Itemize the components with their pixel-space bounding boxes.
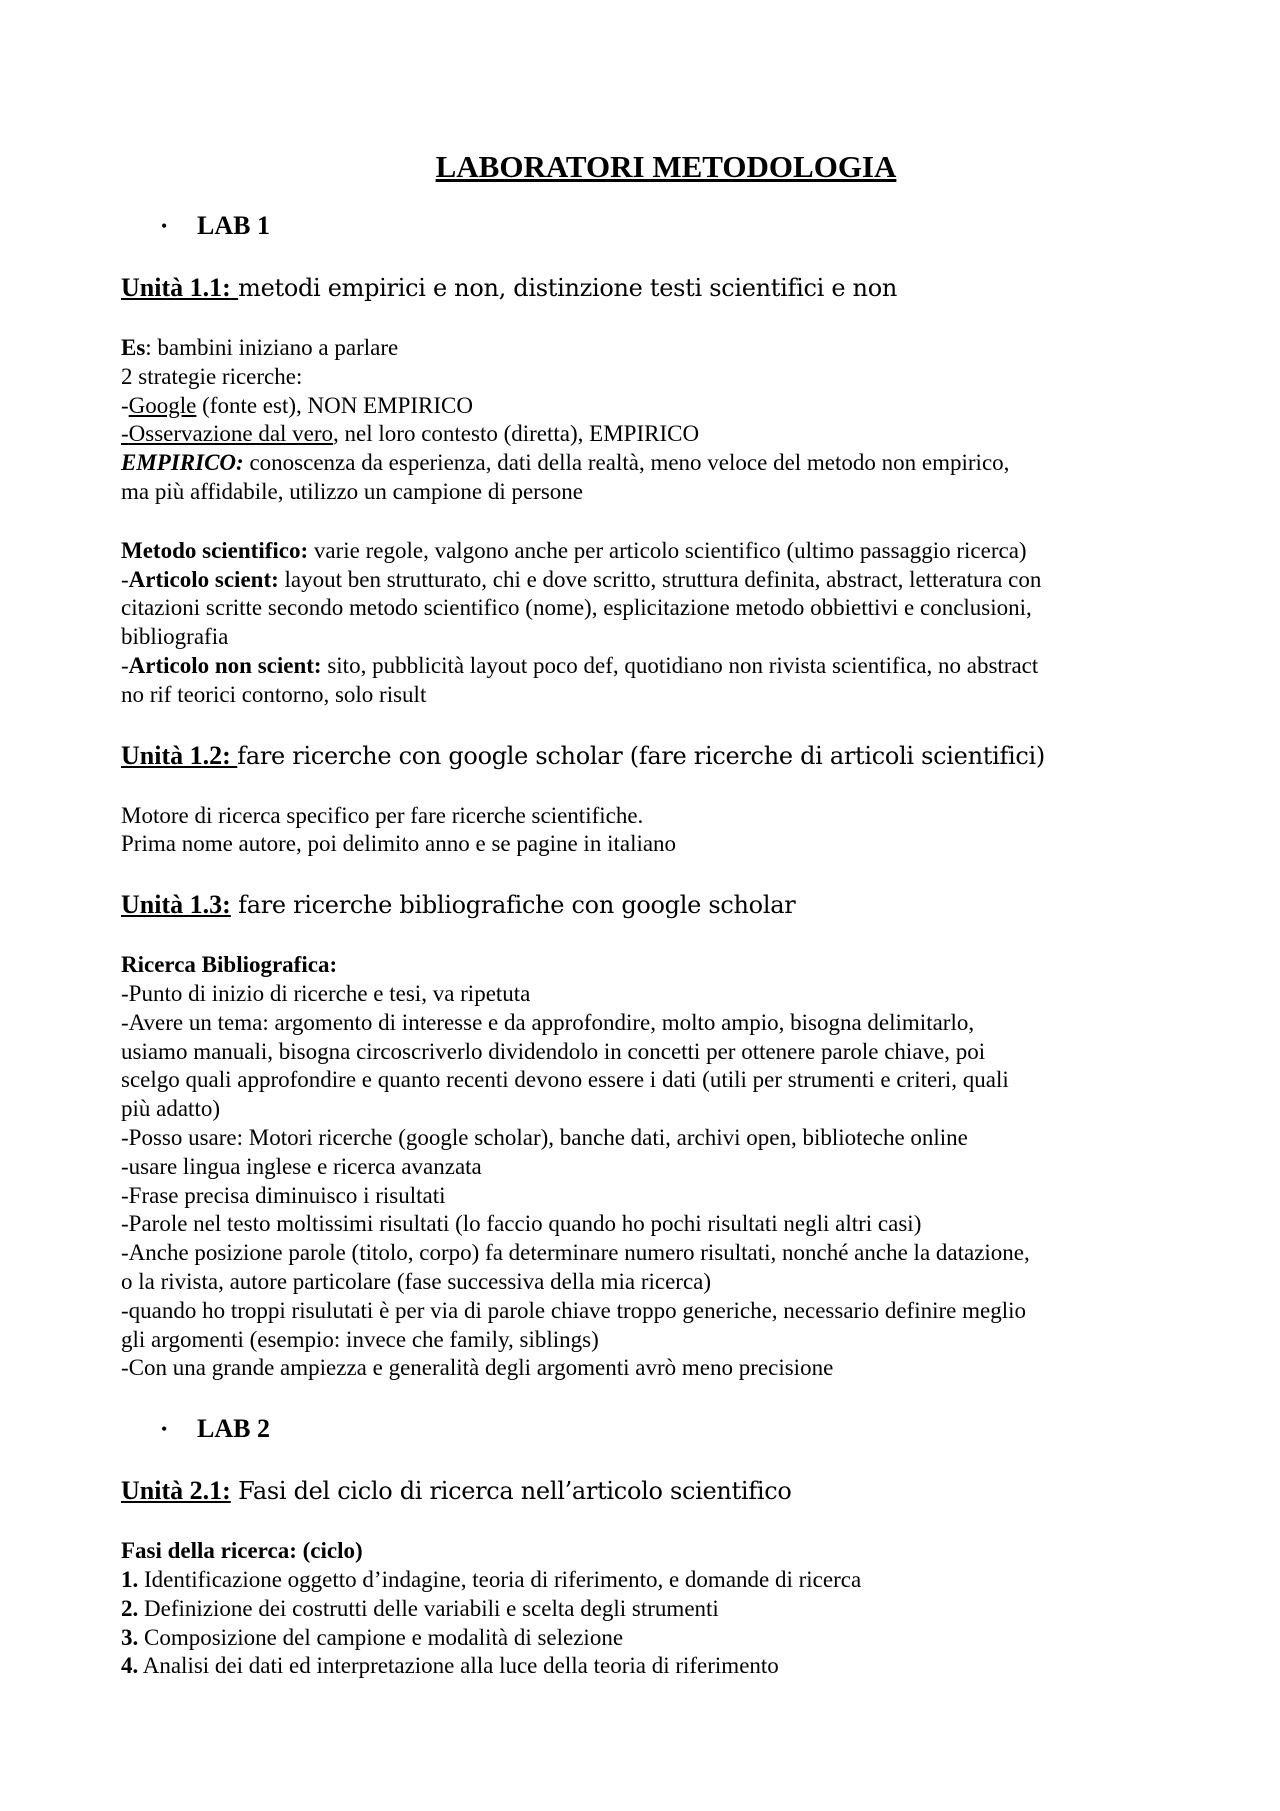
- unit-text: fare ricerche con google scholar (fare ricerche di articoli scientifici): [237, 741, 1045, 770]
- es-label: Es: [121, 335, 146, 360]
- empirico-label: EMPIRICO:: [121, 450, 244, 476]
- text-line: -Con una grande ampiezza e generalità degli argomenti avrò meno precisione: [121, 1355, 834, 1381]
- text-line: [121, 537, 1171, 566]
- text-line: ma più affidabile, utilizzo un campione di persone: [121, 478, 583, 504]
- unit-text: Fasi del ciclo di ricerca nell’articolo scientifico: [230, 1477, 792, 1506]
- text-line: [121, 334, 1171, 363]
- text-line: [121, 652, 1171, 681]
- unit-1-3-block: [121, 951, 1171, 1383]
- step-text: Composizione del campione e modalità di selezione: [138, 1624, 624, 1650]
- articolo-non-label: Articolo non scient:: [128, 652, 322, 678]
- list-item: [121, 1566, 1171, 1595]
- metodo-text: varie regole, valgono anche per articolo scientifico (ultimo passaggio ricerca): [308, 537, 1027, 563]
- text-line: -usare lingua inglese e ricerca avanzata: [121, 1153, 482, 1179]
- text-line: gli argomenti (esempio: invece che family, siblings): [121, 1326, 599, 1352]
- section-heading: [121, 1537, 1171, 1566]
- step-number: 1.: [121, 1566, 139, 1592]
- text-line: scelgo quali approfondire e quanto recenti devono essere i dati (utili per strumenti e criteri, quali: [121, 1067, 1009, 1093]
- google-text: Google: [128, 392, 197, 418]
- step-text: Definizione dei costrutti delle variabili e scelta degli strumenti: [138, 1595, 719, 1621]
- text-line: -Avere un tema: argomento di interesse e da approfondire, molto ampio, bisogna delimitarlo,: [121, 1009, 975, 1035]
- dash: -: [121, 392, 129, 418]
- step-number: 4.: [121, 1653, 139, 1679]
- text-line: più adatto): [121, 1096, 220, 1122]
- dash: -: [121, 421, 129, 447]
- bullet-icon: •: [161, 1419, 168, 1440]
- text-line: 2 strategie ricerche:: [121, 363, 303, 389]
- unit-2-1-heading: [121, 1475, 1171, 1507]
- unit-label: Unità 1.1:: [121, 273, 231, 302]
- unit-text: fare ricerche bibliografiche con google scholar: [230, 891, 796, 920]
- step-text: Identificazione oggetto d’indagine, teoria di riferimento, e domande di ricerca: [138, 1566, 862, 1592]
- unit-1-1-block-2: [121, 537, 1171, 710]
- text-line: Motore di ricerca specifico per fare ricerche scientifiche.: [121, 802, 644, 828]
- text-line: -Anche posizione parole (titolo, corpo) fa determinare numero risultati, nonché anche la datazione,: [121, 1240, 1030, 1266]
- text-line: [121, 392, 1171, 421]
- document-page: [121, 148, 1171, 1711]
- unit-1-1-heading: [121, 272, 1171, 304]
- step-number: 2.: [121, 1595, 139, 1621]
- text-line: [121, 449, 1171, 478]
- text-line: [121, 420, 1171, 449]
- section-heading: [121, 951, 1171, 980]
- osservazione-text: Osservazione dal vero: [128, 421, 334, 447]
- unit-2-1-block: [121, 1537, 1171, 1681]
- unit-label: Unità 1.2:: [121, 740, 238, 770]
- text-line: bibliografia: [121, 624, 229, 650]
- step-text: Analisi dei dati ed interpretazione alla luce della teoria di riferimento: [138, 1653, 779, 1679]
- empirico-text: conoscenza da esperienza, dati della realtà, meno veloce del metodo non empirico,: [243, 450, 1010, 476]
- lab2-label: LAB 2: [197, 1414, 270, 1444]
- unit-label: Unità 2.1:: [121, 1476, 231, 1506]
- bullet-icon: •: [161, 216, 168, 236]
- unit-label: Unità 1.3:: [121, 890, 231, 920]
- list-item: [121, 1652, 1171, 1681]
- text-line: -Parole nel testo moltissimi risultati (lo faccio quando ho pochi risultati negli altri casi): [121, 1211, 922, 1237]
- es-text: : bambini iniziano a parlare: [145, 335, 399, 360]
- page-title: LABORATORI METODOLOGIA: [435, 149, 897, 184]
- text-line: -Punto di inizio di ricerche e tesi, va ripetuta: [121, 980, 531, 1006]
- articolo-label: Articolo scient:: [128, 566, 279, 592]
- lab2-heading: [121, 1413, 1171, 1445]
- step-number: 3.: [121, 1624, 139, 1650]
- text-line: -quando ho troppi risulutati è per via di parole chiave troppo generiche, necessario definire meglio: [121, 1297, 1026, 1323]
- text-line: Prima nome autore, poi delimito anno e se pagine in italiano: [121, 831, 677, 857]
- unit-text: metodi empirici e non, distinzione testi scientifici e non: [238, 274, 898, 302]
- text-line: -Posso usare: Motori ricerche (google scholar), banche dati, archivi open, biblioteche online: [121, 1124, 968, 1150]
- text-line: [121, 566, 1171, 595]
- unit-1-2-heading: [121, 740, 1171, 772]
- articolo-non-text: sito, pubblicità layout poco def, quotidiano non rivista scientifica, no abstract: [321, 652, 1039, 678]
- unit-1-3-heading: [121, 889, 1171, 921]
- articolo-text: layout ben strutturato, chi e dove scritto, struttura definita, abstract, letteratura con: [278, 566, 1042, 592]
- fasi-ricerca-label: Fasi della ricerca: (ciclo): [121, 1538, 363, 1564]
- dash: -: [121, 652, 129, 678]
- text-line: no rif teorici contorno, solo risult: [121, 681, 427, 707]
- osservazione-rest: , nel loro contesto (diretta), EMPIRICO: [333, 421, 700, 447]
- google-rest: (fonte est), NON EMPIRICO: [196, 392, 473, 418]
- list-item: [121, 1624, 1171, 1653]
- text-line: -Frase precisa diminuisco i risultati: [121, 1182, 446, 1208]
- lab1-heading: [121, 210, 1171, 242]
- unit-1-1-block-1: [121, 334, 1171, 507]
- lab1-label: LAB 1: [197, 211, 270, 240]
- list-item: [121, 1595, 1171, 1624]
- ricerca-bibliografica-label: Ricerca Bibliografica:: [121, 952, 338, 978]
- unit-1-2-block: [121, 802, 1171, 860]
- text-line: citazioni scritte secondo metodo scientifico (nome), esplicitazione metodo obbiettivi e conclusioni,: [121, 595, 1032, 621]
- metodo-label: Metodo scientifico:: [121, 537, 309, 563]
- dash: -: [121, 566, 129, 592]
- text-line: usiamo manuali, bisogna circoscriverlo dividendolo in concetti per ottenere parole chiave, poi: [121, 1038, 986, 1064]
- text-line: o la rivista, autore particolare (fase successiva della mia ricerca): [121, 1268, 712, 1294]
